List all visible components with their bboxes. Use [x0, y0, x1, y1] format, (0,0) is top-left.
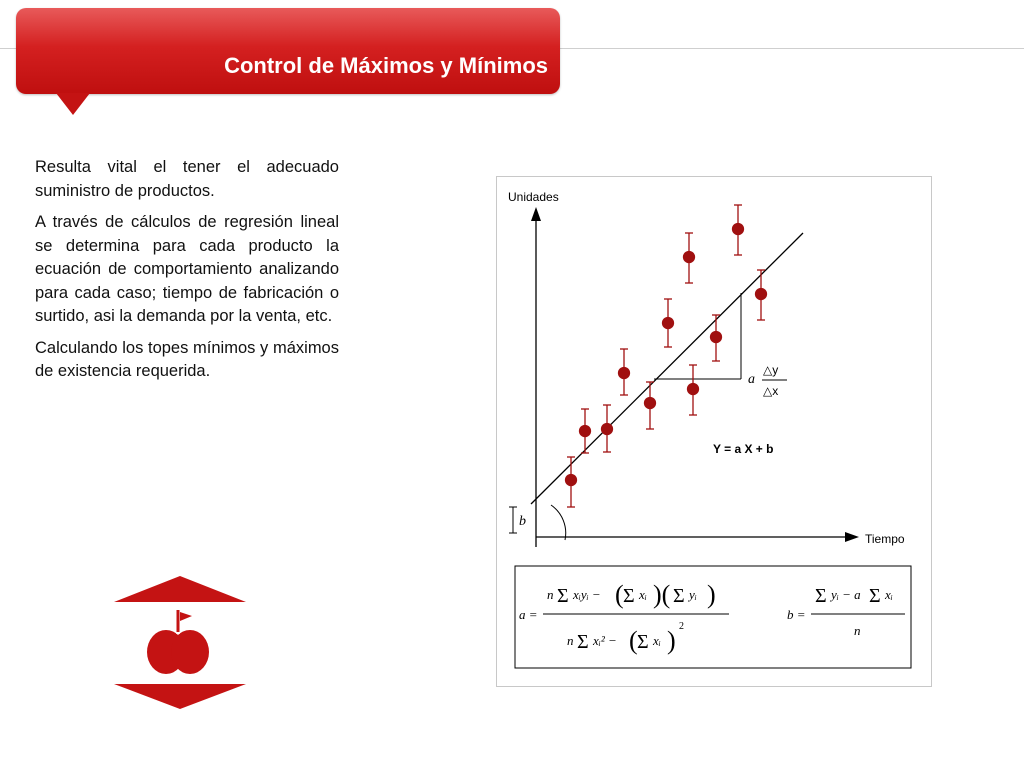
title-banner-pointer: [56, 93, 90, 115]
svg-text:b =: b =: [787, 607, 806, 622]
svg-text:)(: )(: [653, 580, 671, 609]
equation-label: Y = a X + b: [713, 442, 774, 456]
svg-text:n: n: [854, 623, 861, 638]
svg-text:n: n: [547, 587, 554, 602]
svg-text:xᵢ² −: xᵢ² −: [593, 633, 617, 648]
svg-text:xᵢyᵢ −: xᵢyᵢ −: [573, 587, 601, 602]
data-points: [566, 205, 767, 507]
data-point: [580, 426, 591, 437]
svg-text:a =: a =: [519, 607, 538, 622]
svg-text:yᵢ: yᵢ: [689, 587, 697, 602]
svg-text:Σ: Σ: [577, 631, 589, 653]
data-point: [711, 332, 722, 343]
svg-text:Σ: Σ: [673, 585, 685, 607]
x-axis-label: Tiempo: [865, 532, 905, 546]
regression-figure: [496, 176, 932, 687]
triangle-down-icon: [114, 684, 246, 709]
svg-text:xᵢ: xᵢ: [885, 587, 893, 602]
page-title: Control de Máximos y Mínimos: [224, 53, 548, 78]
stock-icon-group: [112, 576, 252, 716]
data-point: [733, 224, 744, 235]
svg-text:): ): [667, 626, 676, 655]
svg-text:xᵢ: xᵢ: [639, 587, 647, 602]
intercept-label: b: [519, 514, 526, 529]
svg-text:): ): [707, 580, 716, 609]
svg-text:Σ: Σ: [869, 585, 881, 607]
y-axis-label: Unidades: [508, 190, 559, 204]
angle-arc: [551, 505, 566, 540]
data-point: [688, 384, 699, 395]
delta-y-label: △y: [763, 363, 779, 377]
slope-label: a: [748, 372, 755, 387]
data-point: [684, 252, 695, 263]
y-axis-arrow: [531, 207, 541, 221]
svg-text:2: 2: [679, 621, 684, 632]
svg-text:Σ: Σ: [557, 585, 569, 607]
delta-x-label: △x: [763, 384, 779, 398]
data-point: [602, 424, 613, 435]
body-text: [35, 156, 339, 392]
svg-text:xᵢ: xᵢ: [653, 633, 661, 648]
x-axis-arrow: [845, 532, 859, 542]
svg-text:Σ: Σ: [637, 631, 649, 653]
svg-text:(: (: [629, 626, 638, 655]
svg-text:(: (: [615, 580, 624, 609]
svg-text:n: n: [567, 633, 574, 648]
svg-text:yᵢ − a: yᵢ − a: [831, 587, 861, 602]
data-point: [619, 368, 630, 379]
data-point: [566, 475, 577, 486]
paragraph-3: Calculando los topes mínimos y máximos de existencia requerida.: [35, 338, 339, 380]
data-point: [645, 398, 656, 409]
title-banner: [16, 8, 560, 94]
svg-text:Σ: Σ: [815, 585, 827, 607]
apple-icon: [147, 610, 209, 674]
data-point: [756, 289, 767, 300]
triangle-up-icon: [114, 576, 246, 602]
svg-text:Σ: Σ: [623, 585, 635, 607]
paragraph-2: A través de cálculos de regresión lineal se determina para cada producto la ecuación de comportamiento analizando para cada caso; tiempo de fabricación o surtido, asi la demanda por la venta, etc.: [35, 213, 339, 325]
paragraph-1: Resulta vital el tener el adecuado suministro de productos.: [35, 158, 339, 200]
data-point: [663, 318, 674, 329]
